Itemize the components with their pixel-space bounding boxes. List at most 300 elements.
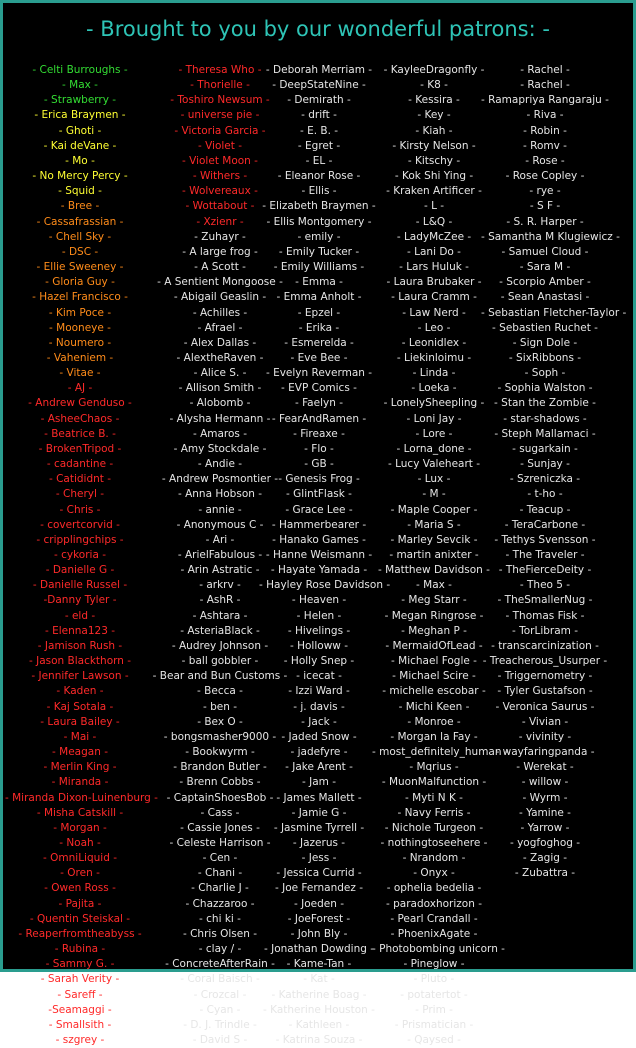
patron-name: - Kame-Tan - (286, 958, 352, 971)
patron-name: - OmniLiquid - (43, 852, 117, 865)
patron-name: - David S - (192, 1034, 248, 1046)
patron-name: - Szreniczka - (509, 473, 581, 486)
patron-name: - universe pie - (180, 109, 260, 122)
patron-name: - Noah - (59, 836, 101, 849)
patron-name: - E. B. - (299, 124, 339, 137)
patron-name: - Withers - (192, 170, 248, 183)
patron-name: - Cass - (200, 806, 240, 819)
patron-name: - Lore - (415, 427, 453, 440)
patron-name: - Joe Fernandez - (274, 882, 363, 895)
patron-name: - Chris - (59, 503, 101, 516)
patron-name: - Myti N K - (405, 791, 463, 804)
patron-name: - Afrael - (197, 321, 243, 334)
patron-name: - Flo - (304, 442, 334, 455)
patron-name: - Max - (62, 79, 98, 92)
patron-name: - Ellis Montgomery - (266, 215, 372, 228)
credits-title: - Brought to you by our wonderful patrons: - (86, 17, 550, 41)
patron-name: - Law Nerd - (402, 306, 466, 319)
patron-name: - Hanne Weismann - (265, 549, 373, 561)
patron-name: - TorLibram - (511, 624, 579, 637)
patron-name: - Sara M - (519, 261, 571, 274)
patron-name: - Jasmine Tyrrell - (273, 821, 365, 834)
patron-name: - Brenn Cobbs - (179, 776, 261, 789)
patron-name: - Jam - (301, 776, 336, 789)
patron-name: - Scorpio Amber - (499, 276, 591, 289)
patron-name: - TeraCarbone - (504, 518, 586, 531)
patron-name: - Bear and Bun Customs - (152, 670, 288, 683)
patron-name: - Jack - (301, 715, 337, 728)
patron-name: - Jamison Rush - (37, 639, 123, 652)
patron-column-1 (5, 63, 158, 1048)
patron-name: - Katrina Souza - (275, 1034, 363, 1046)
patron-name: - James Mallett - (276, 791, 362, 804)
patron-name: - bongsmasher9000 - (163, 730, 277, 743)
patron-name: - D. J. Trindle - (183, 1018, 257, 1031)
patron-name: - Evelyn Reverman - (265, 367, 373, 380)
patron-name: - Ari - (205, 533, 235, 546)
patron-name: - Mooneye - (49, 321, 111, 334)
patron-name: - Jamie G - (291, 806, 347, 819)
patron-column-3 (259, 63, 391, 1048)
patron-name: - Cen - (202, 852, 238, 865)
patron-name: - ArielFabulous - (177, 549, 263, 561)
patron-name: - Grace Lee - (285, 503, 353, 516)
patron-name: - Emily Tucker - (278, 245, 360, 258)
patron-name: - GB - (304, 458, 334, 471)
patron-name: - Demirath - (287, 94, 351, 107)
patron-name: - Sebastien Ruchet - (492, 321, 598, 334)
patron-name: - Rachel - (520, 64, 570, 76)
patron-name: - Kai deVane - (43, 139, 117, 152)
patron-name: - Arin Astratic - (180, 564, 260, 577)
patron-name: - j. davis - (293, 700, 345, 713)
patron-name: - Sophia Walston - (497, 382, 593, 395)
patron-name: - Kok Shi Ying - (394, 170, 474, 183)
patron-name: - Eve Bee - (290, 351, 348, 364)
patron-name: - Faelyn - (294, 397, 343, 410)
patron-name: - ball gobbler - (181, 655, 259, 668)
patron-name: - Wyrm - (522, 791, 568, 804)
patron-name: - Cassie Jones - (180, 821, 260, 834)
patron-name: - MuonMalfunction - (381, 776, 487, 789)
patron-name: - annie - (198, 503, 242, 516)
patron-name: - ophelia bedelia - (386, 882, 482, 895)
patron-name: - AJ - (67, 382, 93, 395)
patron-name: - Izzi Ward - (288, 685, 350, 698)
patron-name: - Chazzaroo - (185, 897, 255, 910)
patron-name: - Ellie Sweeney - (36, 261, 124, 274)
patron-name: - Maple Cooper - (390, 503, 478, 516)
patron-name: - Zuhayr - (194, 230, 246, 243)
patron-name: - PhoenixAgate - (390, 927, 478, 940)
patron-name: - MermaidOfLead - (385, 639, 483, 652)
patron-name: - Alobomb - (189, 397, 251, 410)
patron-name: - Amy Stockdale - (173, 442, 267, 455)
patron-name: - Mqrius - (409, 761, 459, 774)
patron-name: - martin anixter - (389, 549, 479, 561)
patron-name: - Coral Baisch - (180, 973, 260, 986)
patron-name: - CaptainShoesBob - (166, 791, 274, 804)
patron-name: - AshR - (199, 594, 241, 607)
patron-name: - Anna Hobson - (177, 488, 263, 501)
patron-name: - LadyMcZee - (396, 230, 472, 243)
patron-name: - Anonymous C - (176, 518, 264, 531)
patron-name: - Rose Copley - (505, 170, 585, 183)
patron-name: - icecat - (296, 670, 342, 683)
patron-name: - Vaheniem - (46, 351, 114, 364)
patron-name: - Prismatician - (394, 1018, 474, 1031)
patron-name: - Morgan - (53, 821, 107, 834)
patron-name: - Nrandom - (402, 852, 466, 865)
patron-name: - Photobombing unicorn - (372, 943, 505, 956)
patron-name: - sugarkain - (512, 442, 578, 455)
patron-name: - Joeden - (293, 897, 344, 910)
patron-name: - cykoria - (53, 549, 107, 561)
patron-name: - t-ho - (527, 488, 563, 501)
patron-name: - michelle escobar - (382, 685, 486, 698)
patron-name: - Fireaxe - (293, 427, 345, 440)
patron-name: - rye - (529, 185, 561, 198)
patron-name: - Erika - (298, 321, 340, 334)
patron-name: - Reaperfromtheabyss - (18, 927, 142, 940)
patron-name: - Beatrice B. - (44, 427, 116, 440)
patron-name: - The Traveler - (505, 549, 585, 561)
patron-name: - Key - (417, 109, 451, 122)
patron-name: - JoeForest - (287, 912, 351, 925)
patron-name: - Ghoti - (58, 124, 102, 137)
patron-name: - Wottabout - (185, 200, 255, 213)
patron-name: - Kiah - (415, 124, 453, 137)
patron-name: - Mai - (63, 730, 97, 743)
patron-name: - Loni Jay - (406, 412, 462, 425)
patron-name: - Pineglow - (403, 958, 465, 971)
patron-name: - Samantha M Klugiewicz - (481, 230, 620, 243)
patron-name: - Linda - (412, 367, 456, 380)
patron-name: - Emma Anholt - (276, 291, 362, 304)
patron-name: - Pluto - (413, 973, 455, 986)
patron-name: - Prim - (415, 1003, 453, 1016)
patron-name: - Lux - (417, 473, 451, 486)
patron-name: - Kessira - (408, 94, 460, 107)
patron-name: - Smallsith - (48, 1018, 112, 1031)
patron-name: - Achilles - (192, 306, 248, 319)
patron-name: - most_definitely_human - (372, 746, 509, 759)
patron-name: - Katherine Houston - (263, 1003, 375, 1016)
patron-name: - Theo 5 - (519, 579, 571, 592)
patron-name: - DeepStateNine - (272, 79, 366, 92)
patron-name: - Laura Cramm - (391, 291, 477, 304)
patron-name: - Pearl Crandall - (390, 912, 478, 925)
patron-name: - Victoria Garcia - (174, 124, 266, 137)
patron-name: - Noumero - (48, 336, 112, 349)
patron-name: - Deborah Merriam - (265, 64, 373, 76)
patron-name: - Thomas Fisk - (505, 609, 585, 622)
patron-name: - Chris Olsen - (182, 927, 258, 940)
patron-name: - Kitschy - (407, 154, 461, 167)
patron-name: - Squid - (58, 185, 102, 198)
patron-name: - BrokenTripod - (38, 442, 122, 455)
patron-name: - Maria S - (407, 518, 461, 531)
patron-name: - Qaysed - (407, 1034, 461, 1046)
patron-name: - Michael Fogle - (391, 655, 477, 668)
patron-name: - Sareff - (57, 988, 103, 1001)
patron-name: - Triggernometry - (497, 670, 593, 683)
patron-name: - A Scott - (194, 261, 246, 274)
patron-name: - Onyx - (413, 867, 455, 880)
patron-name: - Lars Huluk - (399, 261, 469, 274)
patron-name: - Heaven - (291, 594, 347, 607)
patron-name: - Sunjay - (520, 458, 570, 471)
patron-name: - potatertot - (400, 988, 468, 1001)
patron-name: - Jonathan Dowding - (263, 943, 375, 956)
patron-column-4 (372, 63, 509, 1048)
patron-name: - Veronica Saurus - (495, 700, 595, 713)
patron-name: - Elenna123 - (44, 624, 116, 637)
patron-name: - Robin - (523, 124, 567, 137)
patron-name: - Miranda Dixon-Luinenburg - (5, 791, 158, 804)
patron-name: - FearAndRamen - (271, 412, 367, 425)
patron-name: - Jake Arent - (285, 761, 353, 774)
patron-name: - Allison Smith - (178, 382, 262, 395)
patron-name: - SixRibbons - (508, 351, 582, 364)
patron-name: - nothingtoseehere - (380, 836, 488, 849)
patron-name: - Alice S. - (193, 367, 247, 380)
patron-name: - Oren - (60, 867, 100, 880)
patron-name: - Holly Snep - (283, 655, 355, 668)
patron-name: - Samuel Cloud - (501, 245, 589, 258)
patron-name: - Liekinloimu - (396, 351, 472, 364)
patron-name: - Stan the Zombie - (494, 397, 596, 410)
patron-name: - Kim Poce - (48, 306, 112, 319)
patron-name: - chi ki - (199, 912, 241, 925)
patron-name: - S. R. Harper - (506, 215, 584, 228)
patron-name: - Pajita - (58, 897, 102, 910)
patron-name: - Meg Starr - (401, 594, 467, 607)
patron-name: - Marley Sevcik - (390, 533, 478, 546)
patron-name: - Yarrow - (520, 821, 570, 834)
patron-name: - Helen - (296, 609, 342, 622)
patron-name: - Teacup - (519, 503, 571, 516)
patron-name: - Catididnt - (48, 473, 112, 486)
patron-name: - L - (423, 200, 445, 213)
patron-name: - Jennifer Lawson - (31, 670, 129, 683)
patron-name: - Celti Burroughs - (32, 64, 128, 76)
patron-name: - ben - (202, 700, 238, 713)
patron-name: - Ashtara - (192, 609, 248, 622)
patron-name: - yogfoghog - (509, 836, 581, 849)
patron-name: - GlintFlask - (286, 488, 352, 501)
patron-name: - Michi Keen - (398, 700, 470, 713)
patron-name: - Sign Dole - (512, 336, 578, 349)
patron-name: - Chell Sky - (48, 230, 112, 243)
patron-name: - Violet Moon - (182, 154, 258, 167)
patron-name: - Andrew Genduso - (28, 397, 132, 410)
patron-name: - Morgan la Fay - (390, 730, 478, 743)
patron-name: - Kraken Artificer - (386, 185, 482, 198)
patron-name: - Chani - (197, 867, 243, 880)
patron-name: - Soph - (524, 367, 566, 380)
patron-name: - Epzel - (297, 306, 341, 319)
patron-name: - Brandon Butler - (173, 761, 267, 774)
patron-name: - Kaj Sotala - (46, 700, 114, 713)
patron-name: - L&Q - (415, 215, 453, 228)
patron-name: - Danielle Russel - (32, 579, 128, 592)
patron-name: - Werekat - (516, 761, 574, 774)
patron-name: - Lorna_done - (396, 442, 472, 455)
patron-name: - Jazerus - (292, 836, 346, 849)
patron-name: - S F - (529, 200, 561, 213)
patron-name: - Hammerbearer - (271, 518, 367, 531)
patron-name: - Hanako Games - (272, 533, 366, 546)
patron-name: - LonelySheepling - (383, 397, 485, 410)
patron-name: - Amaros - (192, 427, 248, 440)
patron-name: - Hayley Rose Davidson - (259, 579, 391, 592)
patron-name: - AsheeChaos - (40, 412, 120, 425)
patron-name: - Navy Ferris - (397, 806, 471, 819)
patron-name: - Ellis - (301, 185, 337, 198)
patron-name: - Holloww - (289, 639, 348, 652)
patron-name: - Crozcal - (193, 988, 247, 1001)
patron-name: - A large frog - (182, 245, 258, 258)
patron-name: - Treacherous_Usurper - (482, 655, 608, 668)
patron-name: - Celeste Harrison - (169, 836, 271, 849)
patron-name: - Michael Scire - (392, 670, 476, 683)
patron-name: - Wolvereaux - (182, 185, 258, 198)
patron-name: - Jess - (301, 852, 337, 865)
patron-name: -Seamaggi - (48, 1003, 112, 1016)
patron-name: - Misha Catskill - (36, 806, 124, 819)
patron-name: - Kirsty Nelson - (392, 139, 476, 152)
patron-name: - Matthew Davidson - (378, 564, 490, 577)
patron-name: - Merlin King - (43, 761, 117, 774)
patron-name: - Megan Ringrose - (384, 609, 484, 622)
patron-name: - Sarah Verity - (40, 973, 120, 986)
patron-name: - Audrey Johnson - (171, 639, 269, 652)
patron-name: - covertcorvid - (40, 518, 120, 531)
patron-name: - Xzienr - (196, 215, 244, 228)
patron-name: - Thorielle - (190, 79, 250, 92)
patron-name: - transcarcinization - (491, 639, 599, 652)
patron-name: - Toshiro Newsum - (170, 94, 270, 107)
patron-name: - Hayate Yamada - (270, 564, 368, 577)
patron-name: - paradoxhorizon - (386, 897, 482, 910)
patron-name: - Alex Dallas - (183, 336, 257, 349)
patron-name: - vivinity - (518, 730, 572, 743)
patron-name: - AsteriaBlack - (180, 624, 260, 637)
patron-name: - TheSmallerNug - (497, 594, 593, 607)
patron-name: - Steph Mallamaci - (494, 427, 596, 440)
patron-name: - Kathleen - (288, 1018, 350, 1031)
patron-name: - Meghan P - (401, 624, 467, 637)
patron-name: - AlextheRaven - (176, 351, 264, 364)
patron-name: - Leo - (417, 321, 451, 334)
patron-name: - Meagan - (52, 746, 108, 759)
patron-name: - Alysha Hermann - (169, 412, 271, 425)
patron-name: - Quentin Steiskal - (29, 912, 131, 925)
patron-name: - Zubattra - (514, 867, 576, 880)
patron-name: - Sean Anastasi - (500, 291, 590, 304)
patron-name: - Rachel - (520, 79, 570, 92)
patron-name: - Owen Ross - (44, 882, 116, 895)
patron-name: - Andrew Posmontier - (161, 473, 279, 486)
patron-name: - Max - (416, 579, 452, 592)
patron-name: - Becca - (197, 685, 243, 698)
patron-name: - Kaden - (56, 685, 104, 698)
patron-name: - drift - (301, 109, 337, 122)
patron-name: - A Sentient Mongoose - (157, 276, 283, 289)
patron-name: - Laura Bailey - (40, 715, 120, 728)
patron-name: - TheFierceDeity - (498, 564, 592, 577)
patron-name: - No Mercy Percy - (32, 170, 128, 183)
patron-name: - Mo - (65, 154, 95, 167)
patron-name: - EVP Comics - (281, 382, 357, 395)
patron-name: - Lucy Valeheart - (387, 458, 481, 471)
patron-name: - Monroe - (407, 715, 461, 728)
patron-name: - Egret - (297, 139, 341, 152)
patron-name: - Jessica Currid - (276, 867, 362, 880)
patron-name: - EL - (305, 154, 333, 167)
patron-name: -Danny Tyler - (43, 594, 117, 607)
patron-name: - Hivelings - (287, 624, 351, 637)
patron-name: - clay / - (198, 943, 242, 956)
patron-name: - Gloria Guy - (45, 276, 115, 289)
patron-name: - Bree - (60, 200, 100, 213)
patron-name: - Kat - (303, 973, 335, 986)
patron-name: - Laura Brubaker - (386, 276, 482, 289)
patron-name: - Leonidlex - (401, 336, 467, 349)
patron-name: - Andie - (197, 458, 243, 471)
patron-name: - wayfaringpanda - (495, 746, 595, 759)
patron-name: - cadantine - (46, 458, 114, 471)
patron-column-5 (481, 63, 627, 881)
patron-name: - Lani Do - (407, 245, 461, 258)
patron-name: - Genesis Frog - (278, 473, 360, 486)
patron-name: - Sammy G. - (45, 958, 115, 971)
patron-name: - Nichole Turgeon - (384, 821, 484, 834)
patron-name: - emily - (297, 230, 341, 243)
patron-name: - eld - (64, 609, 96, 622)
patron-name: - szgrey - (55, 1034, 105, 1046)
patron-name: - Yamine - (519, 806, 571, 819)
patron-name: - Strawberry - (43, 94, 117, 107)
patron-name: - Eleanor Rose - (277, 170, 361, 183)
patron-name: - Sebastian Fletcher-Taylor - (481, 306, 627, 319)
patron-name: - Miranda - (51, 776, 109, 789)
patron-name: - Vitae - (59, 367, 101, 380)
patron-name: - KayleeDragonfly - (383, 64, 485, 76)
patron-name: - Jason Blackthorn - (28, 655, 132, 668)
patron-name: - Rose - (525, 154, 565, 167)
patron-name: - Theresa Who - (178, 64, 262, 76)
patron-name: - Emily Williams - (273, 261, 365, 274)
patron-name: - Charlie J - (191, 882, 249, 895)
patron-name: - cripplingchips - (36, 533, 124, 546)
patron-name: - Riva - (526, 109, 564, 122)
patron-name: - jadefyre - (290, 746, 348, 759)
patron-name: - Erica Braymen - (34, 109, 126, 122)
patron-name: - Vivian - (521, 715, 569, 728)
patron-name: - Hazel Francisco - (32, 291, 128, 304)
patron-name: - Ramapriya Rangaraju - (481, 94, 609, 107)
patron-name: - Elizabeth Braymen - (262, 200, 376, 213)
patron-name: - Katherine Boag - (271, 988, 367, 1001)
patron-name: - Cassafrassian - (36, 215, 124, 228)
patron-name: - Loeka - (411, 382, 457, 395)
patron-name: - Romv - (523, 139, 567, 152)
patron-name: - ConcreteAfterRain - (165, 958, 275, 971)
patron-name: - Esmerelda - (284, 336, 354, 349)
patron-name: - Rubina - (54, 943, 106, 956)
